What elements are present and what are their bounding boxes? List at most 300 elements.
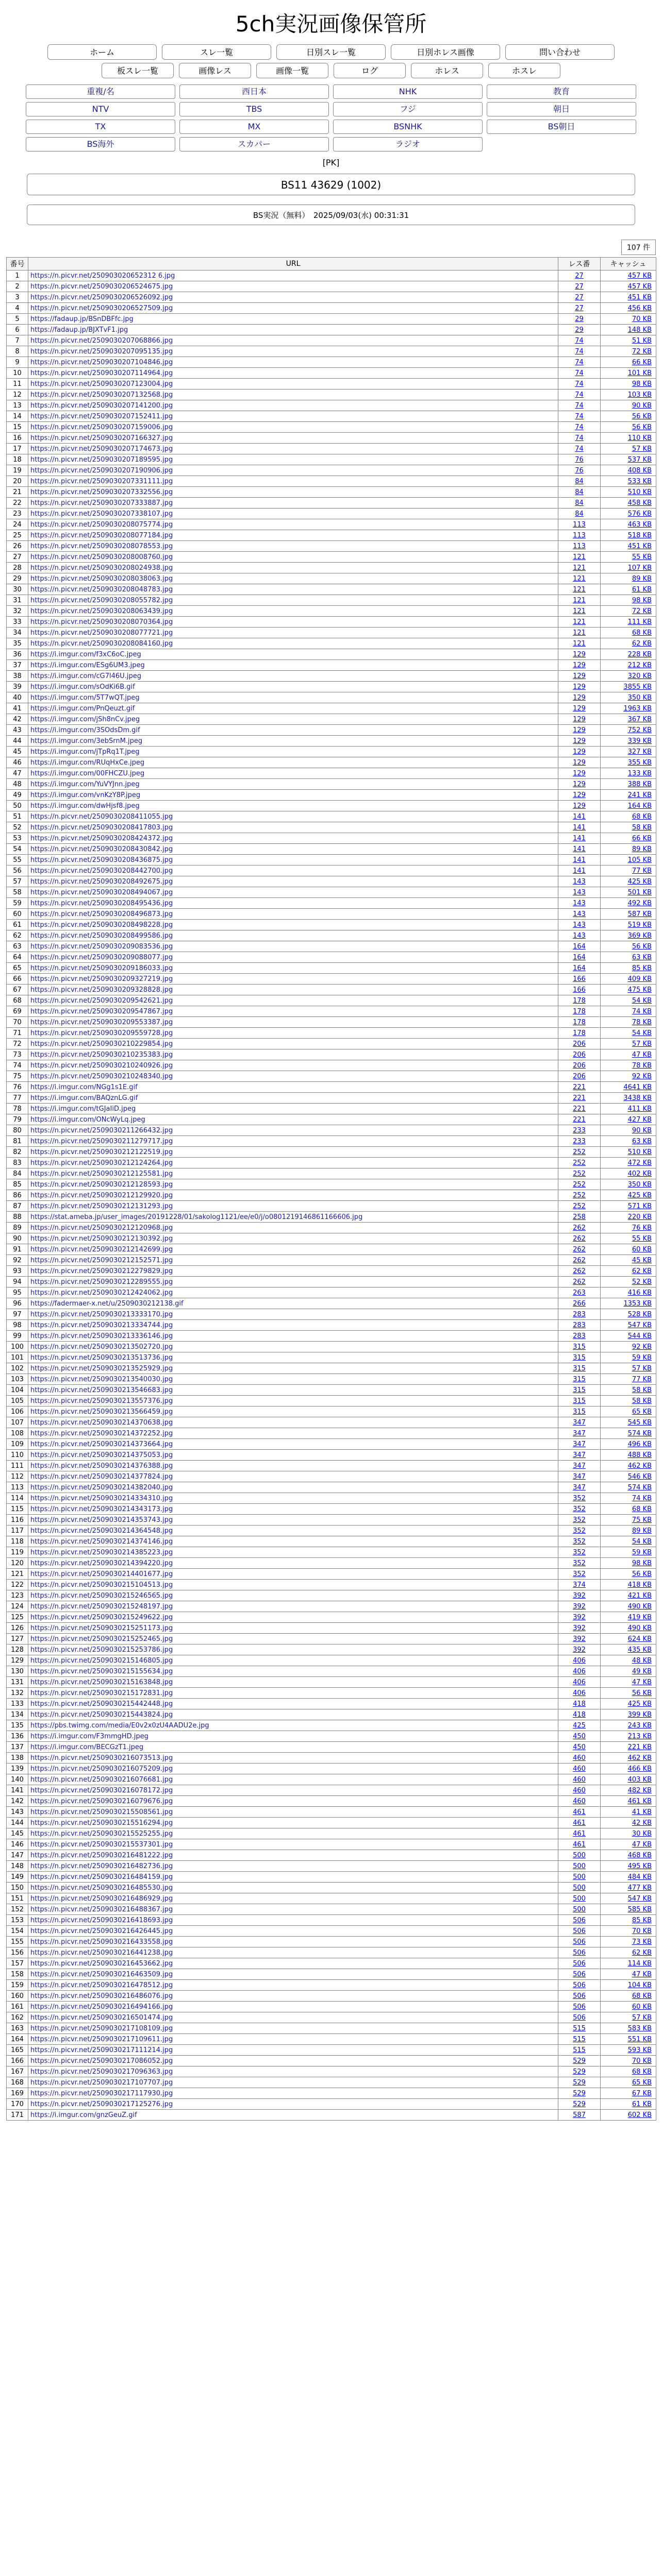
row-res-number[interactable]: 143 xyxy=(573,877,586,886)
row-res-number[interactable]: 461 xyxy=(573,1808,586,1816)
row-url[interactable]: https://n.picvr.net/2509030212289555.jpg xyxy=(30,1278,173,1286)
row-cache-size[interactable]: 320 KB xyxy=(627,672,652,680)
row-cache-size[interactable]: 571 KB xyxy=(627,1202,652,1210)
channel-link[interactable]: 朝日 xyxy=(487,102,636,116)
row-cache-size[interactable]: 418 KB xyxy=(627,1581,652,1589)
row-cache-size[interactable]: 425 KB xyxy=(627,1191,652,1199)
row-cache-size[interactable]: 221 KB xyxy=(627,1743,652,1751)
channel-link[interactable]: MX xyxy=(179,120,329,134)
channel-link[interactable]: BS海外 xyxy=(26,137,175,151)
row-res-number[interactable]: 500 xyxy=(573,1905,586,1913)
row-cache-size[interactable]: 367 KB xyxy=(627,715,652,723)
row-url[interactable]: https://i.imgur.com/3SOdsDm.gif xyxy=(30,726,140,734)
channel-link[interactable]: ラジオ xyxy=(333,137,483,151)
row-res-number[interactable]: 84 xyxy=(575,499,584,507)
row-cache-size[interactable]: 425 KB xyxy=(627,1700,652,1708)
row-url[interactable]: https://n.picvr.net/2509030212124264.jpg xyxy=(30,1159,173,1167)
row-cache-size[interactable]: 510 KB xyxy=(627,1148,652,1156)
row-res-number[interactable]: 450 xyxy=(573,1743,586,1751)
row-url[interactable]: https://n.picvr.net/2509030214334310.jpg xyxy=(30,1494,173,1502)
row-res-number[interactable]: 262 xyxy=(573,1245,586,1253)
row-res-number[interactable]: 121 xyxy=(573,585,586,594)
row-res-number[interactable]: 461 xyxy=(573,1819,586,1827)
row-cache-size[interactable]: 488 KB xyxy=(627,1451,652,1459)
row-cache-size[interactable]: 75 KB xyxy=(632,1516,652,1524)
row-url[interactable]: https://n.picvr.net/2509030216486929.jpg xyxy=(30,1894,173,1903)
row-url[interactable]: https://n.picvr.net/2509030213513736.jpg xyxy=(30,1353,173,1362)
row-res-number[interactable]: 392 xyxy=(573,1602,586,1611)
row-url[interactable]: https://n.picvr.net/2509030207190906.jpg xyxy=(30,466,173,474)
row-res-number[interactable]: 166 xyxy=(573,975,586,983)
row-res-number[interactable]: 460 xyxy=(573,1754,586,1762)
row-res-number[interactable]: 392 xyxy=(573,1624,586,1632)
row-cache-size[interactable]: 547 KB xyxy=(627,1321,652,1329)
row-res-number[interactable]: 113 xyxy=(573,542,586,550)
row-url[interactable]: https://i.imgur.com/RUqHxCe.jpeg xyxy=(30,758,145,767)
row-url[interactable]: https://n.picvr.net/2509030214372252.jpg xyxy=(30,1429,173,1437)
row-cache-size[interactable]: 55 KB xyxy=(632,553,652,561)
row-url[interactable]: https://i.imgur.com/BAQznLG.gif xyxy=(30,1094,138,1102)
row-res-number[interactable]: 74 xyxy=(575,358,584,366)
row-cache-size[interactable]: 66 KB xyxy=(632,358,652,366)
row-res-number[interactable]: 178 xyxy=(573,1007,586,1015)
row-cache-size[interactable]: 60 KB xyxy=(632,2003,652,2011)
row-res-number[interactable]: 418 xyxy=(573,1710,586,1719)
row-res-number[interactable]: 315 xyxy=(573,1375,586,1383)
row-url[interactable]: https://n.picvr.net/2509030215252465.jpg xyxy=(30,1635,173,1643)
row-cache-size[interactable]: 103 KB xyxy=(627,391,652,399)
row-res-number[interactable]: 143 xyxy=(573,888,586,896)
row-url[interactable]: https://i.imgur.com/vnKzY8P.jpeg xyxy=(30,791,141,799)
row-res-number[interactable]: 221 xyxy=(573,1105,586,1113)
row-cache-size[interactable]: 462 KB xyxy=(627,1462,652,1470)
row-url[interactable]: https://n.picvr.net/2509030208048783.jpg xyxy=(30,585,173,594)
row-url[interactable]: https://n.picvr.net/2509030217096363.jpg xyxy=(30,2067,173,2076)
row-url[interactable]: https://n.picvr.net/2509030208024938.jpg xyxy=(30,564,173,572)
row-url[interactable]: https://n.picvr.net/2509030214382040.jpg xyxy=(30,1483,173,1492)
row-url[interactable]: https://n.picvr.net/2509030207123004.jpg xyxy=(30,380,173,388)
row-url[interactable]: https://stat.ameba.jp/user_images/20191228/01/sakolog1121/ee/e0/j/o0801219146861166606.jpg xyxy=(30,1213,363,1221)
row-url[interactable]: https://n.picvr.net/2509030211279717.jpg xyxy=(30,1137,173,1145)
row-cache-size[interactable]: 63 KB xyxy=(632,1137,652,1145)
row-res-number[interactable]: 129 xyxy=(573,704,586,713)
row-res-number[interactable]: 315 xyxy=(573,1397,586,1405)
row-cache-size[interactable]: 537 KB xyxy=(627,455,652,464)
row-cache-size[interactable]: 241 KB xyxy=(627,791,652,799)
row-cache-size[interactable]: 114 KB xyxy=(627,1959,652,1968)
row-res-number[interactable]: 461 xyxy=(573,1840,586,1849)
row-url[interactable]: https://n.picvr.net/2509030212122519.jpg xyxy=(30,1148,173,1156)
row-url[interactable]: https://n.picvr.net/2509030214343173.jpg xyxy=(30,1505,173,1513)
row-cache-size[interactable]: 59 KB xyxy=(632,1353,652,1362)
row-res-number[interactable]: 143 xyxy=(573,931,586,940)
row-res-number[interactable]: 406 xyxy=(573,1667,586,1675)
row-cache-size[interactable]: 89 KB xyxy=(632,845,652,853)
row-res-number[interactable]: 74 xyxy=(575,380,584,388)
channel-link[interactable]: フジ xyxy=(333,102,483,116)
row-url[interactable]: https://n.picvr.net/2509030214370638.jpg xyxy=(30,1418,173,1427)
row-res-number[interactable]: 74 xyxy=(575,445,584,453)
row-res-number[interactable]: 315 xyxy=(573,1386,586,1394)
row-res-number[interactable]: 374 xyxy=(573,1581,586,1589)
row-url[interactable]: https://n.picvr.net/2509030216441238.jpg xyxy=(30,1948,173,1957)
row-cache-size[interactable]: 419 KB xyxy=(627,1613,652,1621)
row-url[interactable]: https://n.picvr.net/2509030212125581.jpg xyxy=(30,1170,173,1178)
row-res-number[interactable]: 221 xyxy=(573,1094,586,1102)
row-res-number[interactable]: 258 xyxy=(573,1213,586,1221)
row-url[interactable]: https://n.picvr.net/2509030208084160.jpg xyxy=(30,639,173,648)
row-cache-size[interactable]: 133 KB xyxy=(627,769,652,777)
row-cache-size[interactable]: 399 KB xyxy=(627,1710,652,1719)
row-url[interactable]: https://n.picvr.net/2509030215248197.jpg xyxy=(30,1602,173,1611)
row-url[interactable]: https://n.picvr.net/2509030215442448.jpg xyxy=(30,1700,173,1708)
row-res-number[interactable]: 233 xyxy=(573,1126,586,1134)
row-res-number[interactable]: 141 xyxy=(573,812,586,821)
row-url[interactable]: https://n.picvr.net/2509030209328828.jpg xyxy=(30,986,173,994)
row-res-number[interactable]: 252 xyxy=(573,1170,586,1178)
row-cache-size[interactable]: 501 KB xyxy=(627,888,652,896)
row-cache-size[interactable]: 61 KB xyxy=(632,2100,652,2108)
row-res-number[interactable]: 84 xyxy=(575,510,584,518)
row-res-number[interactable]: 450 xyxy=(573,1732,586,1740)
row-url[interactable]: https://fadermaer-x.net/u/2509030212138.gif xyxy=(30,1299,184,1308)
row-res-number[interactable]: 352 xyxy=(573,1527,586,1535)
row-res-number[interactable]: 206 xyxy=(573,1050,586,1059)
row-url[interactable]: https://n.picvr.net/2509030215172831.jpg xyxy=(30,1689,173,1697)
row-url[interactable]: https://n.picvr.net/2509030215508561.jpg xyxy=(30,1808,173,1816)
row-url[interactable]: https://fadaup.jp/BJXTvF1.jpg xyxy=(30,326,128,334)
row-res-number[interactable]: 141 xyxy=(573,823,586,832)
row-cache-size[interactable]: 56 KB xyxy=(632,423,652,431)
row-cache-size[interactable]: 528 KB xyxy=(627,1310,652,1318)
row-cache-size[interactable]: 220 KB xyxy=(627,1213,652,1221)
row-cache-size[interactable]: 752 KB xyxy=(627,726,652,734)
row-cache-size[interactable]: 427 KB xyxy=(627,1115,652,1124)
row-url[interactable]: https://n.picvr.net/2509030212130392.jpg xyxy=(30,1234,173,1243)
row-url[interactable]: https://n.picvr.net/2509030208430842.jpg xyxy=(30,845,173,853)
nav-contact-button[interactable]: 問い合わせ xyxy=(505,44,615,60)
row-cache-size[interactable]: 458 KB xyxy=(627,499,652,507)
row-url[interactable]: https://n.picvr.net/2509030208038063.jpg xyxy=(30,574,173,583)
row-res-number[interactable]: 29 xyxy=(575,326,584,334)
row-res-number[interactable]: 206 xyxy=(573,1040,586,1048)
row-res-number[interactable]: 76 xyxy=(575,466,584,474)
row-url[interactable]: https://n.picvr.net/2509030208077721.jpg xyxy=(30,629,173,637)
row-res-number[interactable]: 506 xyxy=(573,1927,586,1935)
row-res-number[interactable]: 129 xyxy=(573,780,586,788)
row-cache-size[interactable]: 3438 KB xyxy=(623,1094,652,1102)
row-url[interactable]: https://n.picvr.net/2509030216482736.jpg xyxy=(30,1862,173,1870)
row-url[interactable]: https://n.picvr.net/2509030216076681.jpg xyxy=(30,1775,173,1784)
row-res-number[interactable]: 347 xyxy=(573,1462,586,1470)
row-cache-size[interactable]: 463 KB xyxy=(627,520,652,529)
row-cache-size[interactable]: 67 KB xyxy=(632,2089,652,2097)
row-cache-size[interactable]: 435 KB xyxy=(627,1646,652,1654)
row-cache-size[interactable]: 61 KB xyxy=(632,585,652,594)
channel-link[interactable]: NHK xyxy=(333,84,483,99)
row-cache-size[interactable]: 3855 KB xyxy=(623,683,652,691)
row-res-number[interactable]: 392 xyxy=(573,1646,586,1654)
row-url[interactable]: https://n.picvr.net/2509030216463509.jpg xyxy=(30,1970,173,1978)
row-cache-size[interactable]: 85 KB xyxy=(632,964,652,972)
row-cache-size[interactable]: 461 KB xyxy=(627,1797,652,1805)
row-res-number[interactable]: 529 xyxy=(573,2078,586,2087)
row-url[interactable]: https://i.imgur.com/YuVYJnn.jpeg xyxy=(30,780,140,788)
row-url[interactable]: https://n.picvr.net/2509030212424062.jpg xyxy=(30,1289,173,1297)
row-res-number[interactable]: 262 xyxy=(573,1234,586,1243)
row-cache-size[interactable]: 408 KB xyxy=(627,466,652,474)
row-res-number[interactable]: 392 xyxy=(573,1635,586,1643)
row-cache-size[interactable]: 68 KB xyxy=(632,2067,652,2076)
row-res-number[interactable]: 461 xyxy=(573,1829,586,1838)
row-cache-size[interactable]: 4641 KB xyxy=(623,1083,652,1091)
row-res-number[interactable]: 129 xyxy=(573,661,586,669)
row-url[interactable]: https://n.picvr.net/2509030217108109.jpg xyxy=(30,2024,173,2032)
row-url[interactable]: https://n.picvr.net/2509030210240926.jpg xyxy=(30,1061,173,1070)
row-url[interactable]: https://n.picvr.net/2509030216078172.jpg xyxy=(30,1786,173,1794)
row-res-number[interactable]: 74 xyxy=(575,336,584,345)
row-res-number[interactable]: 74 xyxy=(575,347,584,355)
row-cache-size[interactable]: 77 KB xyxy=(632,1375,652,1383)
row-res-number[interactable]: 221 xyxy=(573,1115,586,1124)
row-res-number[interactable]: 266 xyxy=(573,1299,586,1308)
row-cache-size[interactable]: 47 KB xyxy=(632,1840,652,1849)
row-url[interactable]: https://n.picvr.net/2509030208492675.jpg xyxy=(30,877,173,886)
channel-link[interactable]: 重複/名 xyxy=(26,84,175,99)
row-url[interactable]: https://n.picvr.net/2509030213336146.jpg xyxy=(30,1332,173,1340)
row-url[interactable]: https://n.picvr.net/2509030207333887.jpg xyxy=(30,499,173,507)
row-res-number[interactable]: 418 xyxy=(573,1700,586,1708)
row-url[interactable]: https://i.imgur.com/jTpRq1T.jpeg xyxy=(30,748,140,756)
row-cache-size[interactable]: 484 KB xyxy=(627,1873,652,1881)
row-url[interactable]: https://n.picvr.net/2509030213525929.jpg xyxy=(30,1364,173,1372)
row-res-number[interactable]: 315 xyxy=(573,1408,586,1416)
row-cache-size[interactable]: 58 KB xyxy=(632,823,652,832)
row-url[interactable]: https://n.picvr.net/2509030207152411.jpg xyxy=(30,412,173,420)
row-cache-size[interactable]: 411 KB xyxy=(627,1105,652,1113)
row-cache-size[interactable]: 212 KB xyxy=(627,661,652,669)
row-cache-size[interactable]: 48 KB xyxy=(632,1656,652,1665)
channel-link[interactable]: TBS xyxy=(179,102,329,116)
row-res-number[interactable]: 352 xyxy=(573,1559,586,1567)
row-res-number[interactable]: 506 xyxy=(573,2003,586,2011)
row-res-number[interactable]: 143 xyxy=(573,899,586,907)
row-url[interactable]: https://i.imgur.com/5T7wQT.jpeg xyxy=(30,693,140,702)
row-cache-size[interactable]: 68 KB xyxy=(632,629,652,637)
row-cache-size[interactable]: 41 KB xyxy=(632,1808,652,1816)
row-cache-size[interactable]: 78 KB xyxy=(632,1018,652,1026)
row-cache-size[interactable]: 456 KB xyxy=(627,304,652,312)
row-res-number[interactable]: 263 xyxy=(573,1289,586,1297)
row-cache-size[interactable]: 52 KB xyxy=(632,1278,652,1286)
row-cache-size[interactable]: 425 KB xyxy=(627,877,652,886)
row-res-number[interactable]: 252 xyxy=(573,1148,586,1156)
channel-link[interactable]: 西日本 xyxy=(179,84,329,99)
row-cache-size[interactable]: 457 KB xyxy=(627,272,652,280)
row-url[interactable]: https://n.picvr.net/2509030212120968.jpg xyxy=(30,1224,173,1232)
row-url[interactable]: https://n.picvr.net/2509030216075209.jpg xyxy=(30,1765,173,1773)
row-cache-size[interactable]: 57 KB xyxy=(632,445,652,453)
row-res-number[interactable]: 74 xyxy=(575,423,584,431)
row-res-number[interactable]: 164 xyxy=(573,964,586,972)
row-res-number[interactable]: 506 xyxy=(573,1992,586,2000)
row-cache-size[interactable]: 409 KB xyxy=(627,975,652,983)
row-cache-size[interactable]: 54 KB xyxy=(632,1029,652,1037)
row-url[interactable]: https://n.picvr.net/2509030212152571.jpg xyxy=(30,1256,173,1264)
row-url[interactable]: https://n.picvr.net/2509030207095135.jpg xyxy=(30,347,173,355)
row-cache-size[interactable]: 104 KB xyxy=(627,1981,652,1989)
row-cache-size[interactable]: 90 KB xyxy=(632,401,652,410)
row-cache-size[interactable]: 65 KB xyxy=(632,1408,652,1416)
row-url[interactable]: https://n.picvr.net/2509030216488367.jpg xyxy=(30,1905,173,1913)
row-url[interactable]: https://n.picvr.net/2509030212142699.jpg xyxy=(30,1245,173,1253)
row-url[interactable]: https://n.picvr.net/2509030208063439.jpg xyxy=(30,607,173,615)
row-url[interactable]: https://i.imgur.com/00FHCZU.jpeg xyxy=(30,769,145,777)
row-cache-size[interactable]: 98 KB xyxy=(632,596,652,604)
row-cache-size[interactable]: 57 KB xyxy=(632,1364,652,1372)
row-url[interactable]: https://n.picvr.net/2509030213566459.jpg xyxy=(30,1408,173,1416)
row-cache-size[interactable]: 70 KB xyxy=(632,315,652,323)
nav-daily-images-button[interactable]: 日別ホレス画像 xyxy=(391,44,500,60)
row-url[interactable]: https://n.picvr.net/2509030214376388.jpg xyxy=(30,1462,173,1470)
row-url[interactable]: https://n.picvr.net/2509030216485530.jpg xyxy=(30,1884,173,1892)
row-cache-size[interactable]: 59 KB xyxy=(632,1548,652,1556)
nav-log-button[interactable]: ログ xyxy=(334,63,406,78)
nav-daily-thread-list-button[interactable]: 日別スレ一覧 xyxy=(276,44,386,60)
row-url[interactable]: https://n.picvr.net/2509030215251173.jpg xyxy=(30,1624,173,1632)
channel-link[interactable]: NTV xyxy=(26,102,175,116)
row-cache-size[interactable]: 468 KB xyxy=(627,1851,652,1859)
row-cache-size[interactable]: 90 KB xyxy=(632,1126,652,1134)
row-cache-size[interactable]: 72 KB xyxy=(632,607,652,615)
row-url[interactable]: https://n.picvr.net/2509030216418693.jpg xyxy=(30,1916,173,1924)
row-res-number[interactable]: 352 xyxy=(573,1516,586,1524)
row-res-number[interactable]: 347 xyxy=(573,1418,586,1427)
row-res-number[interactable]: 129 xyxy=(573,715,586,723)
row-url[interactable]: https://i.imgur.com/gnzGeuZ.gif xyxy=(30,2111,137,2119)
row-res-number[interactable]: 315 xyxy=(573,1364,586,1372)
row-url[interactable]: https://i.imgur.com/NGg1s1E.gif xyxy=(30,1083,138,1091)
row-res-number[interactable]: 178 xyxy=(573,1029,586,1037)
row-cache-size[interactable]: 518 KB xyxy=(627,531,652,539)
row-cache-size[interactable]: 510 KB xyxy=(627,488,652,496)
row-url[interactable]: https://n.picvr.net/2509030216494166.jpg xyxy=(30,2003,173,2011)
row-cache-size[interactable]: 475 KB xyxy=(627,986,652,994)
row-res-number[interactable]: 121 xyxy=(573,639,586,648)
row-url[interactable]: https://n.picvr.net/2509030207068866.jpg xyxy=(30,336,173,345)
row-res-number[interactable]: 500 xyxy=(573,1894,586,1903)
row-url[interactable]: https://n.picvr.net/2509030216501474.jpg xyxy=(30,2013,173,2022)
row-res-number[interactable]: 221 xyxy=(573,1083,586,1091)
row-cache-size[interactable]: 77 KB xyxy=(632,867,652,875)
row-cache-size[interactable]: 466 KB xyxy=(627,1765,652,1773)
row-cache-size[interactable]: 587 KB xyxy=(627,910,652,918)
row-url[interactable]: https://n.picvr.net/2509030213546683.jpg xyxy=(30,1386,173,1394)
row-res-number[interactable]: 506 xyxy=(573,1948,586,1957)
row-cache-size[interactable]: 327 KB xyxy=(627,748,652,756)
channel-link[interactable]: TX xyxy=(26,120,175,134)
row-cache-size[interactable]: 30 KB xyxy=(632,1829,652,1838)
row-url[interactable]: https://n.picvr.net/2509030213334744.jpg xyxy=(30,1321,173,1329)
row-cache-size[interactable]: 544 KB xyxy=(627,1332,652,1340)
channel-link[interactable]: BS朝日 xyxy=(487,120,636,134)
row-url[interactable]: https://n.picvr.net/2509030216486076.jpg xyxy=(30,1992,173,2000)
row-cache-size[interactable]: 110 KB xyxy=(627,434,652,442)
row-res-number[interactable]: 121 xyxy=(573,596,586,604)
row-cache-size[interactable]: 98 KB xyxy=(632,380,652,388)
row-cache-size[interactable]: 350 KB xyxy=(627,1180,652,1189)
row-cache-size[interactable]: 56 KB xyxy=(632,412,652,420)
row-res-number[interactable]: 84 xyxy=(575,488,584,496)
row-res-number[interactable]: 587 xyxy=(573,2111,586,2119)
row-cache-size[interactable]: 98 KB xyxy=(632,1559,652,1567)
row-url[interactable]: https://i.imgur.com/3ebSrnM.jpeg xyxy=(30,737,143,745)
row-res-number[interactable]: 206 xyxy=(573,1061,586,1070)
row-res-number[interactable]: 262 xyxy=(573,1224,586,1232)
row-res-number[interactable]: 425 xyxy=(573,1721,586,1730)
row-url[interactable]: https://n.picvr.net/2509030208077184.jpg xyxy=(30,531,173,539)
row-cache-size[interactable]: 47 KB xyxy=(632,1970,652,1978)
row-res-number[interactable]: 76 xyxy=(575,455,584,464)
row-res-number[interactable]: 129 xyxy=(573,672,586,680)
row-cache-size[interactable]: 92 KB xyxy=(632,1343,652,1351)
row-res-number[interactable]: 74 xyxy=(575,412,584,420)
row-url[interactable]: https://n.picvr.net/2509030207189595.jpg xyxy=(30,455,173,464)
row-cache-size[interactable]: 54 KB xyxy=(632,1537,652,1546)
row-cache-size[interactable]: 68 KB xyxy=(632,1505,652,1513)
row-url[interactable]: https://n.picvr.net/2509030215163848.jpg xyxy=(30,1678,173,1686)
row-res-number[interactable]: 352 xyxy=(573,1494,586,1502)
row-res-number[interactable]: 141 xyxy=(573,845,586,853)
row-cache-size[interactable]: 451 KB xyxy=(627,542,652,550)
row-url[interactable]: https://n.picvr.net/2509030206526092.jpg xyxy=(30,293,173,301)
row-cache-size[interactable]: 403 KB xyxy=(627,1775,652,1784)
row-res-number[interactable]: 27 xyxy=(575,293,584,301)
row-url[interactable]: https://n.picvr.net/2509030217109611.jpg xyxy=(30,2035,173,2043)
row-cache-size[interactable]: 63 KB xyxy=(632,953,652,961)
row-url[interactable]: https://n.picvr.net/2509030216484159.jpg xyxy=(30,1873,173,1881)
row-url[interactable]: https://n.picvr.net/2509030217111214.jpg xyxy=(30,2046,173,2054)
row-url[interactable]: https://n.picvr.net/2509030214375053.jpg xyxy=(30,1451,173,1459)
row-cache-size[interactable]: 58 KB xyxy=(632,1397,652,1405)
row-cache-size[interactable]: 148 KB xyxy=(627,326,652,334)
row-res-number[interactable]: 113 xyxy=(573,520,586,529)
row-url[interactable]: https://n.picvr.net/2509030215249622.jpg xyxy=(30,1613,173,1621)
row-res-number[interactable]: 129 xyxy=(573,802,586,810)
row-url[interactable]: https://n.picvr.net/2509030208055782.jpg xyxy=(30,596,173,604)
row-url[interactable]: https://n.picvr.net/2509030216453662.jpg xyxy=(30,1959,173,1968)
row-res-number[interactable]: 500 xyxy=(573,1862,586,1870)
row-url[interactable]: https://n.picvr.net/2509030209186033.jpg xyxy=(30,964,173,972)
row-cache-size[interactable]: 56 KB xyxy=(632,1689,652,1697)
row-cache-size[interactable]: 62 KB xyxy=(632,1948,652,1957)
row-res-number[interactable]: 141 xyxy=(573,856,586,864)
row-url[interactable]: https://n.picvr.net/2509030209088077.jpg xyxy=(30,953,173,961)
row-res-number[interactable]: 283 xyxy=(573,1321,586,1329)
row-cache-size[interactable]: 78 KB xyxy=(632,1061,652,1070)
nav-image-list-button[interactable]: 画像一覧 xyxy=(256,63,328,78)
row-res-number[interactable]: 460 xyxy=(573,1775,586,1784)
row-cache-size[interactable]: 1963 KB xyxy=(623,704,652,713)
row-res-number[interactable]: 74 xyxy=(575,369,584,377)
row-url[interactable]: https://i.imgur.com/jSh8nCv.jpeg xyxy=(30,715,140,723)
row-cache-size[interactable]: 73 KB xyxy=(632,1938,652,1946)
row-url[interactable]: https://n.picvr.net/2509030208442700.jpg xyxy=(30,867,173,875)
row-res-number[interactable]: 164 xyxy=(573,942,586,951)
channel-link[interactable]: BSNHK xyxy=(333,120,483,134)
row-res-number[interactable]: 460 xyxy=(573,1786,586,1794)
row-cache-size[interactable]: 164 KB xyxy=(627,802,652,810)
